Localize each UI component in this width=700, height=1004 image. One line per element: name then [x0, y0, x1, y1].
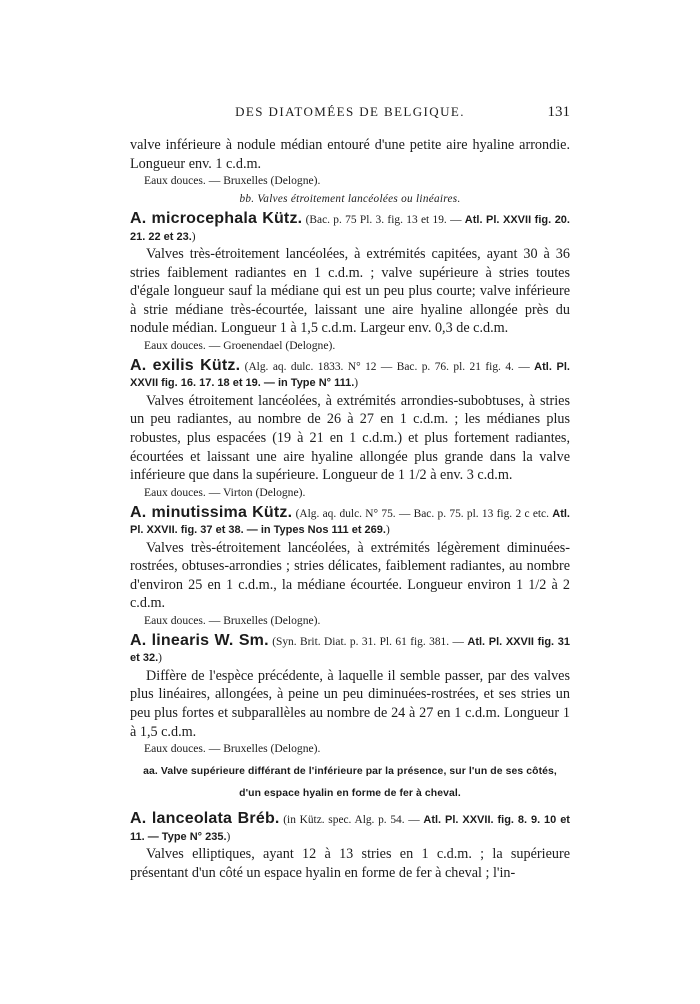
running-header: [130, 104, 570, 124]
species-entry: [130, 211, 570, 354]
atlas-reference: Atl. Pl. XXVII. fig. 8. 9. 10 et 11. — Type N° 235.: [130, 814, 570, 843]
species-entry: [130, 358, 570, 501]
species-name: A. linearis W. Sm.: [130, 631, 269, 649]
atlas-reference: Atl. Pl. XXVII. fig. 37 et 38. — in Types Nos 111 et 269.: [130, 507, 570, 537]
intro-locality: Eaux douces. — Bruxelles (Delogne).: [144, 174, 321, 188]
species-locality: Eaux douces. — Groenendael (Delogne).: [144, 338, 336, 352]
species-heading: [130, 505, 570, 539]
species-reference: (Syn. Brit. Diat. p. 31. Pl. 61 fig. 381. —: [268, 635, 468, 648]
species-entry: [130, 505, 570, 629]
species-heading: [130, 633, 570, 667]
species-description: Valves étroitement lancéolées, à extrémités arrondies-subobtuses, à stries un peu radiantes, au nombre de 26 à 27 en 1 c.d.m. ; les médianes plus robustes, plus espacées (19 à 21 en 1 c.d.m.) et plus fortement radiantes, écourtées et laissant une aire hyaline allongée plus grande dans la valve inférieure que dans la supérieure. Longueur de 1 1/2 à env. 3 c.d.m.: [130, 392, 570, 484]
species-description: Valves elliptiques, ayant 12 à 13 stries en 1 c.d.m. ; la supérieure présentant d'un côté un espace hyalin en forme de fer à cheval ; l'in-: [130, 845, 570, 881]
species-heading: [130, 211, 570, 245]
section-heading-line-1: aa. Valve supérieure différant de l'inférieure par la présence, sur l'un de ses côtés,: [143, 766, 557, 778]
intro-text: valve inférieure à nodule médian entouré d'une petite aire hyaline arrondie. Longueur env. 1 c.d.m.: [130, 137, 570, 172]
page-body: [130, 136, 570, 882]
species-locality: Eaux douces. — Virton (Delogne).: [144, 485, 306, 499]
reference-close: ): [385, 524, 390, 537]
section-heading-aa: [130, 761, 570, 805]
reference-close: ): [191, 230, 196, 243]
species-reference: (Alg. aq. dulc. 1833. N° 12 — Bac. p. 76. pl. 21 fig. 4. —: [240, 360, 535, 373]
species-reference: (in Kütz. spec. Alg. p. 54. —: [279, 814, 424, 827]
reference-close: ): [354, 377, 359, 390]
species-reference: (Bac. p. 75 Pl. 3. fig. 13 et 19. —: [302, 214, 465, 227]
atlas-reference: Atl. Pl. XXVII fig. 20. 21. 22 et 23.: [130, 214, 570, 243]
species-reference: (Alg. aq. dulc. N° 75. — Bac. p. 75. pl. 13 fig. 2 c etc.: [292, 507, 553, 520]
species-heading: [130, 811, 570, 845]
species-locality: Eaux douces. — Bruxelles (Delogne).: [144, 613, 321, 627]
species-name: A. lanceolata Bréb.: [130, 810, 280, 828]
species-description: Valves très-étroitement lancéolées, à extrémités capitées, ayant 30 à 36 stries faiblement radiantes en 1 c.d.m. ; valve supérieure à stries toutes d'égale longueur sauf la médiane qui est un peu plus courte; valve inférieure à strie médiane très-écourtée, laissant une aire hyaline allongée près du nodule médian. Longueur 1 à 1,5 c.d.m. Largeur env. 0,3 de c.d.m.: [130, 246, 570, 337]
species-name: A. microcephala Kütz.: [130, 210, 303, 228]
section-heading-line-2: d'un espace hyalin en forme de fer à cheval.: [239, 788, 461, 800]
species-locality: Eaux douces. — Bruxelles (Delogne).: [144, 742, 321, 756]
species-entry-last: [130, 811, 570, 882]
reference-close: ): [158, 652, 162, 665]
atlas-reference: Atl. Pl. XXVII fig. 31 et 32.: [130, 635, 570, 665]
species-description: Diffère de l'espèce précédente, à laquelle il semble passer, par des valves plus linéaires, allongées, à peine un peu diminuées-rostrées, et ses stries un peu plus fortes et subparallèles au nombre de 24 à 27 en 1 c.d.m. Longueur 1 à 1,5 c.d.m.: [130, 667, 570, 740]
subheading-bb: bb. Valves étroitement lancéolées ou linéaires.: [239, 193, 461, 206]
species-name: A. minutissima Kütz.: [130, 503, 293, 521]
species-description: Valves très-étroitement lancéolées, à extrémités légèrement diminuées-rostrées, obtuses-arrondies ; stries délicates, faiblement radiantes, au nombre d'environ 25 en 1 c.d.m., la médiane écourtée. Longueur environ 1 1/2 à 2 c.d.m.: [130, 539, 570, 612]
reference-close: ): [226, 830, 231, 843]
species-name: A. exilis Kütz.: [130, 356, 241, 374]
species-entry: [130, 633, 570, 757]
page-number: 131: [547, 104, 570, 120]
atlas-reference: Atl. Pl. XXVII fig. 16. 17. 18 et 19. — in Type N° 111.: [130, 360, 570, 390]
running-title: DES DIATOMÉES DE BELGIQUE.: [235, 104, 465, 119]
species-heading: [130, 358, 570, 392]
